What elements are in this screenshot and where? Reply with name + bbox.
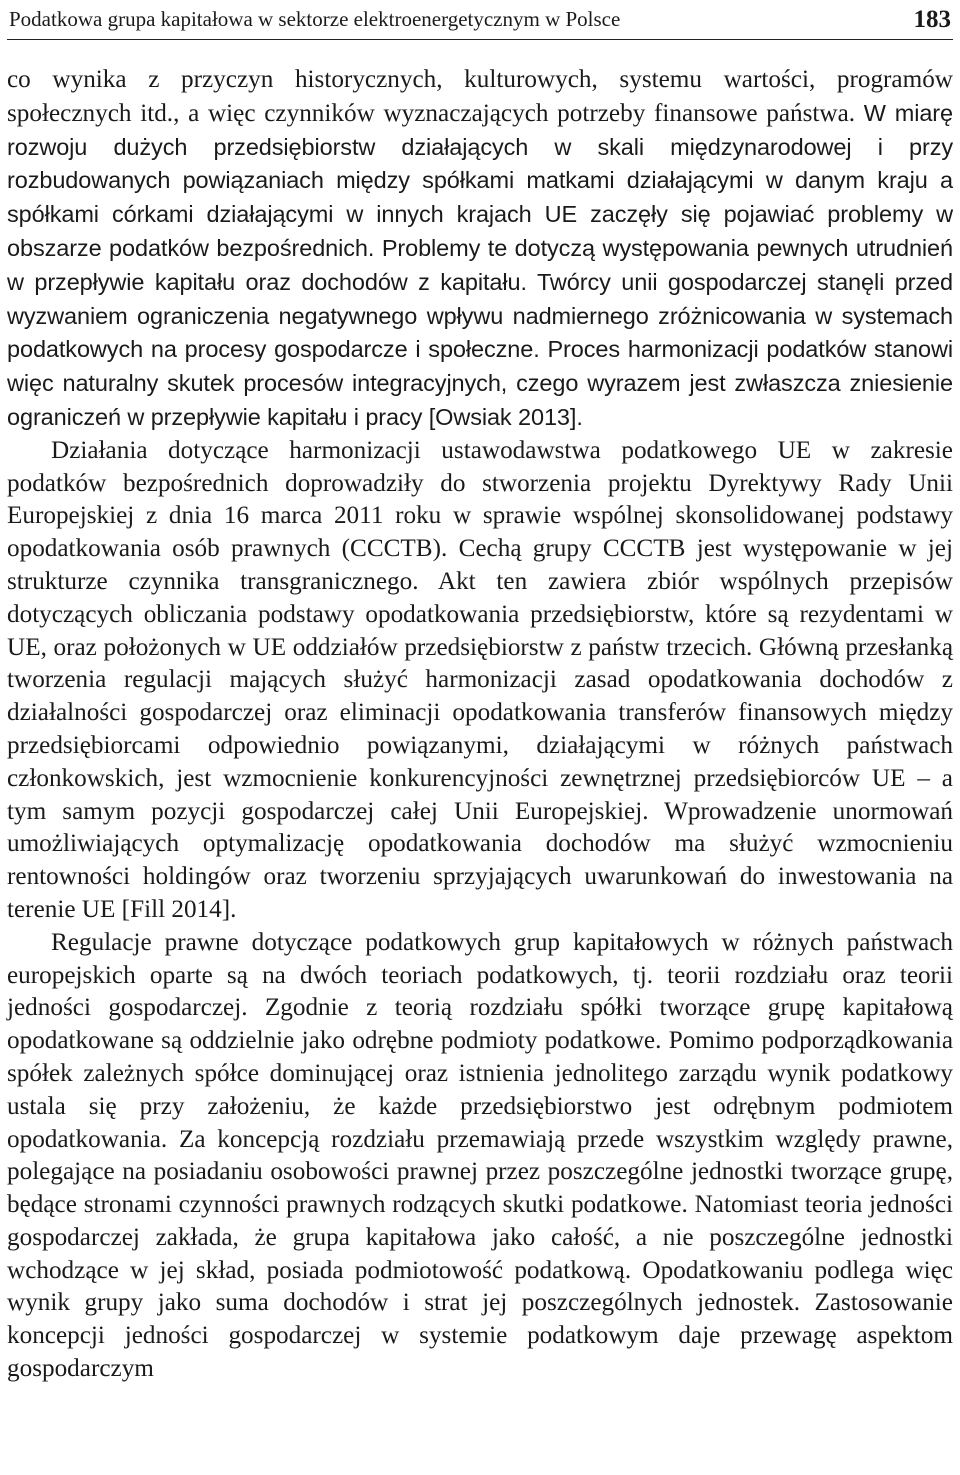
text-segment: W miarę rozwoju dużych przedsiębiorstw działających w skali międzynarodowej i przy rozbudowanych powiązaniach między spółkami matkami działającymi w danym kraju a spółkami córkami działającymi w innych krajach UE zaczęły się pojawiać problemy w obszarze podatków bezpośrednich. Problemy te dotyczą występowania pewnych utrudnień w przepływie kapitału oraz dochodów z kapitału. Twórcy unii gospodarczej stanęli przed wyzwaniem ograniczenia negatywnego wpływu nadmiernego zróżnicowania w systemach podatkowych na procesy gospodarcze i społeczne. Proces harmonizacji podatków stanowi więc naturalny skutek procesów integracyjnych, czego wyrazem jest zwłaszcza zniesienie ograniczeń w przepływie kapitału i pracy [Owsiak 2013]. bbox=[7, 99, 953, 430]
paragraph-2 bbox=[7, 435, 953, 927]
body-text bbox=[7, 64, 953, 1386]
paragraph-3 bbox=[7, 927, 953, 1386]
text-segment: Działania dotyczące harmonizacji ustawodawstwa podatkowego UE w zakresie podatków bezpośrednich doprowadziły do stworzenia projektu Dyrektywy Rady Unii Europejskiej z dnia 16 marca 2011 roku w sprawie wspólnej skonsolidowanej podstawy opodatkowania osób prawnych (CCCTB). Cechą grupy CCCTB jest występowanie w jej strukturze czynnika transgranicznego. Akt ten zawiera zbiór wspólnych przepisów dotyczących obliczania podstawy opodatkowania przedsiębiorstw, które są rezydentami w UE, oraz położonych w UE oddziałów przedsiębiorstw z państw trzecich. Główną przesłanką tworzenia regulacji mających służyć harmonizacji zasad opodatkowania dochodów z działalności gospodarczej oraz eliminacji opodatkowania transferów finansowych między przedsiębiorcami odpowiednio powiązanymi, działającymi w różnych państwach członkowskich, jest wzmocnienie konkurencyjności zewnętrznej przedsiębiorców UE – a tym samym pozycji gospodarczej całej Unii Europejskiej. Wprowadzenie unormowań umożliwiających optymalizację opodatkowania dochodów ma służyć wzmocnieniu rentowności holdingów oraz tworzeniu sprzyjających uwarunkowań do inwestowania na terenie UE [Fill 2014]. bbox=[7, 436, 953, 923]
document-page bbox=[7, 0, 953, 1386]
running-header bbox=[7, 0, 953, 40]
page-number: 183 bbox=[913, 5, 951, 33]
running-title: Podatkowa grupa kapitałowa w sektorze elektroenergetycznym w Polsce bbox=[9, 7, 621, 31]
text-segment: Regulacje prawne dotyczące podatkowych grup kapitałowych w różnych państwach europejskich oparte są na dwóch teoriach podatkowych, tj. teorii rozdziału oraz teorii jedności gospodarczej. Zgodnie z teorią rozdziału spółki tworzące grupę kapitałową opodatkowane są oddzielnie jako odrębne podmioty podatkowe. Pomimo podporządkowania spółek zależnych spółce dominującej oraz istnienia jednolitego zarządu wynik podatkowy ustala się przy założeniu, że każde przedsiębiorstwo jest odrębnym podmiotem opodatkowania. Za koncepcją rozdziału przemawiają przede wszystkim względy prawne, polegające na posiadaniu osobowości prawnej przez poszczególne jednostki tworzące grupę, będące stronami czynności prawnych rodzących skutki podatkowe. Natomiast teoria jedności gospodarczej zakłada, że grupa kapitałowa jako całość, a nie poszczególne jednostki wchodzące w jej skład, posiada podmiotowość podatkową. Opodatkowaniu podlega więc wynik grupy jako suma dochodów i strat jej poszczególnych jednostek. Zastosowanie koncepcji jedności gospodarczej w systemie podatkowym daje przewagę aspektom gospodarczym bbox=[7, 928, 953, 1383]
paragraph-1 bbox=[7, 64, 953, 435]
text-segment: co wynika z przyczyn historycznych, kulturowych, systemu wartości, programów społecznych itd., a więc czynników wyznaczających potrzeby finansowe państwa. bbox=[7, 66, 953, 127]
